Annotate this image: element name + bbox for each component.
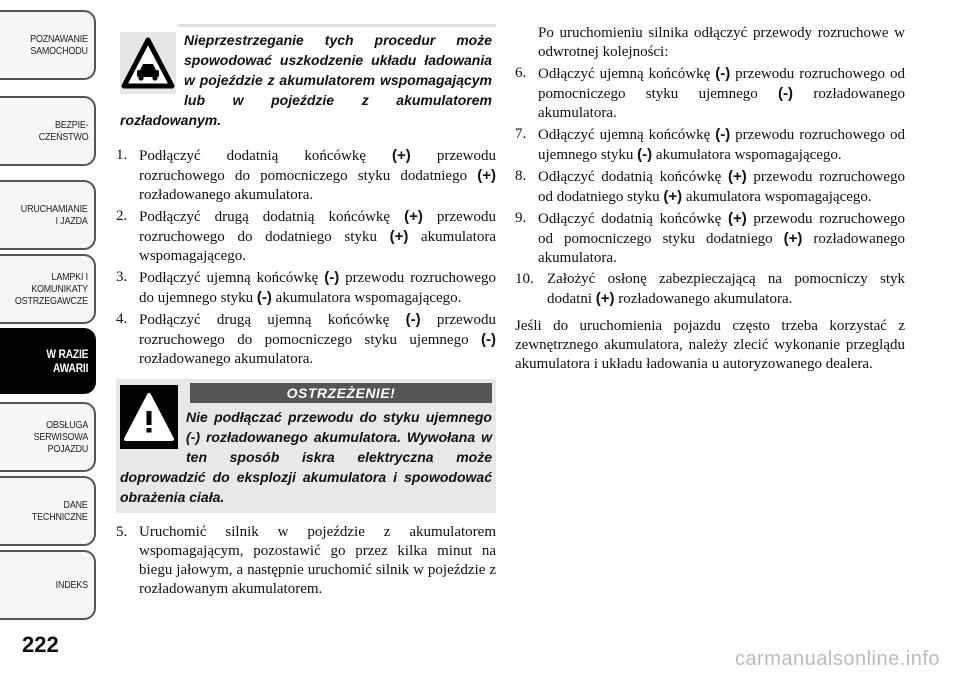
- warning-text: Nie podłączać przewodu do styku ujemnego (-) rozładowanego akumulatora. Wywołana w ten sposób iskra elektryczna może doprowadzić do eksplozji akumulatora i spowodować obrażenia ciała.: [120, 409, 492, 505]
- step-text: Odłączyć dodatnią końcówkę: [538, 211, 728, 227]
- polarity-sign: (-): [715, 126, 731, 143]
- tab-label: DANE TECHNICZNE: [32, 499, 88, 523]
- polarity-sign: (+): [727, 168, 747, 185]
- steps-right-list: [515, 64, 905, 309]
- tab-label: LAMPKI I KOMUNIKATY OSTRZEGAWCZE: [14, 271, 88, 307]
- list-item: [515, 64, 905, 123]
- step-5-list: [116, 523, 496, 599]
- right-intro: Po uruchomieniu silnika odłączyć przewody rozruchowe w odwrotnej kolejności:: [538, 25, 905, 60]
- tab-w-razie-awarii[interactable]: [0, 328, 96, 394]
- step-text: przewodu rozruchowego od pomocniczego styku dodatniego: [538, 211, 905, 247]
- tab-label: INDEKS: [55, 579, 88, 591]
- step-text: Podłączyć dodatnią końcówkę: [139, 148, 393, 164]
- tab-label: W RAZIE AWARII: [46, 347, 88, 375]
- polarity-sign: (+): [389, 228, 409, 245]
- tab-uruchamianie[interactable]: [0, 180, 96, 250]
- tab-poznawanie[interactable]: [0, 10, 96, 80]
- step-number: 10.: [515, 271, 534, 287]
- list-item: [515, 125, 905, 165]
- step-text: akumulatora wspomagającego.: [139, 229, 496, 264]
- step-text: Uruchomić silnik w pojeździe z akumulatorem wspomagającym, pozostawić go przez kilka minut na biegu jałowym, a następnie uruchomić silnik w pojeździe z rozładowanym akumulatorem.: [139, 524, 496, 597]
- caution-box: [116, 24, 496, 136]
- tab-bezpieczenstwo[interactable]: [0, 96, 96, 166]
- step-text: przewodu rozruchowego do pomocniczego styku ujemnego: [139, 312, 496, 348]
- step-text: Podłączyć drugą ujemną końcówkę: [139, 312, 406, 328]
- step-number: 3.: [116, 269, 128, 285]
- warning-box: [116, 379, 496, 513]
- list-item: [116, 207, 496, 266]
- step-text: Podłączyć ujemną końcówkę: [139, 270, 325, 286]
- tab-indeks[interactable]: [0, 550, 96, 620]
- step-text: Założyć osłonę zabezpieczającą na pomocniczy styk dodatni: [547, 271, 905, 307]
- tab-label: URUCHAMIANIE I JAZDA: [21, 203, 88, 227]
- step-text: Podłączyć drugą dodatnią końcówkę: [139, 209, 405, 225]
- step-text: przewodu rozruchowego od pomocniczego styku ujemnego: [538, 66, 905, 102]
- polarity-sign: (+): [477, 167, 496, 184]
- polarity-sign: (+): [392, 147, 411, 164]
- step-number: 4.: [116, 311, 128, 327]
- step-number: 1.: [116, 147, 128, 163]
- step-number: 5.: [116, 524, 128, 540]
- tab-label: OBSŁUGA SERWISOWA POJAZDU: [33, 419, 88, 455]
- polarity-sign: (-): [256, 289, 272, 306]
- step-number: 2.: [116, 208, 128, 224]
- tab-dane-techniczne[interactable]: [0, 476, 96, 546]
- step-text: akumulatora wspomagającego.: [652, 147, 842, 163]
- right-column: [515, 24, 905, 380]
- polarity-sign: (-): [405, 311, 421, 328]
- step-text: Odłączyć ujemną końcówkę: [538, 66, 716, 82]
- polarity-sign: (-): [324, 269, 340, 286]
- step-text: Odłączyć dodatnią końcówkę: [538, 169, 728, 185]
- tab-label: POZNAWANIE SAMOCHODU: [30, 33, 88, 57]
- closing-paragraph: Jeśli do uruchomienia pojazdu często trzeba korzystać z zewnętrznego akumulatora, należy zlecić wykonanie przeglądu akumulatora i układu ładowania u autoryzowanego dealera.: [515, 318, 905, 372]
- step-text: przewodu rozruchowego do pomocniczego styku dodatniego: [139, 148, 496, 184]
- polarity-sign: (+): [663, 188, 683, 205]
- polarity-sign: (+): [783, 230, 803, 247]
- caution-text: Nieprzestrzeganie tych procedur może spowodować uszkodzenie układu ładowania w pojeździe z akumulatorem wspomagającym lub w pojeździe z akumulatorem rozładowanym.: [120, 32, 492, 128]
- steps-left-list: [116, 146, 496, 369]
- list-item: [116, 146, 496, 205]
- step-text: przewodu rozruchowego do ujemnego styku: [139, 270, 496, 306]
- tab-obsluga[interactable]: [0, 402, 96, 472]
- left-column: [116, 24, 496, 601]
- list-item: [116, 310, 496, 369]
- warning-title: OSTRZEŻENIE!: [190, 383, 492, 403]
- step-text: rozładowanego akumulatora.: [538, 231, 905, 266]
- step-number: 6.: [515, 65, 527, 81]
- watermark: carmanualsonline.info: [734, 648, 940, 670]
- polarity-sign: (-): [715, 65, 731, 82]
- step-text: rozładowanego akumulatora.: [139, 351, 314, 367]
- step-text: rozładowanego akumulatora.: [538, 86, 905, 121]
- list-item: [515, 270, 905, 309]
- step-text: rozładowanego akumulatora.: [139, 187, 314, 203]
- warning-icon: [120, 385, 178, 449]
- step-text: akumulatora wspomagającego.: [271, 290, 462, 306]
- list-item: [515, 209, 905, 268]
- polarity-sign: (+): [727, 210, 747, 227]
- step-number: 8.: [515, 168, 527, 184]
- step-text: przewodu rozruchowego od ujemnego styku: [538, 127, 905, 163]
- step-text: przewodu rozruchowego od dodatniego styku: [538, 169, 905, 205]
- polarity-sign: (+): [404, 208, 423, 225]
- step-text: Odłączyć ujemną końcówkę: [538, 127, 716, 143]
- step-number: 9.: [515, 210, 527, 226]
- tab-lampki[interactable]: [0, 254, 96, 324]
- sidebar-tabs: [0, 0, 100, 678]
- step-text: akumulatora wspomagającego.: [682, 189, 872, 205]
- step-number: 7.: [515, 126, 527, 142]
- list-item: [515, 167, 905, 207]
- list-item: [116, 523, 496, 599]
- car-caution-icon: [120, 32, 176, 94]
- polarity-sign: (-): [637, 146, 653, 163]
- step-text: przewodu rozruchowego do dodatniego styku: [139, 209, 496, 245]
- list-item: [116, 268, 496, 308]
- page-number: 222: [22, 632, 59, 657]
- polarity-sign: (+): [595, 290, 615, 307]
- tab-label: BEZPIE- CZEŃSTWO: [38, 119, 88, 143]
- step-text: rozładowanego akumulatora.: [614, 291, 793, 307]
- polarity-sign: (-): [481, 331, 496, 348]
- polarity-sign: (-): [778, 85, 794, 102]
